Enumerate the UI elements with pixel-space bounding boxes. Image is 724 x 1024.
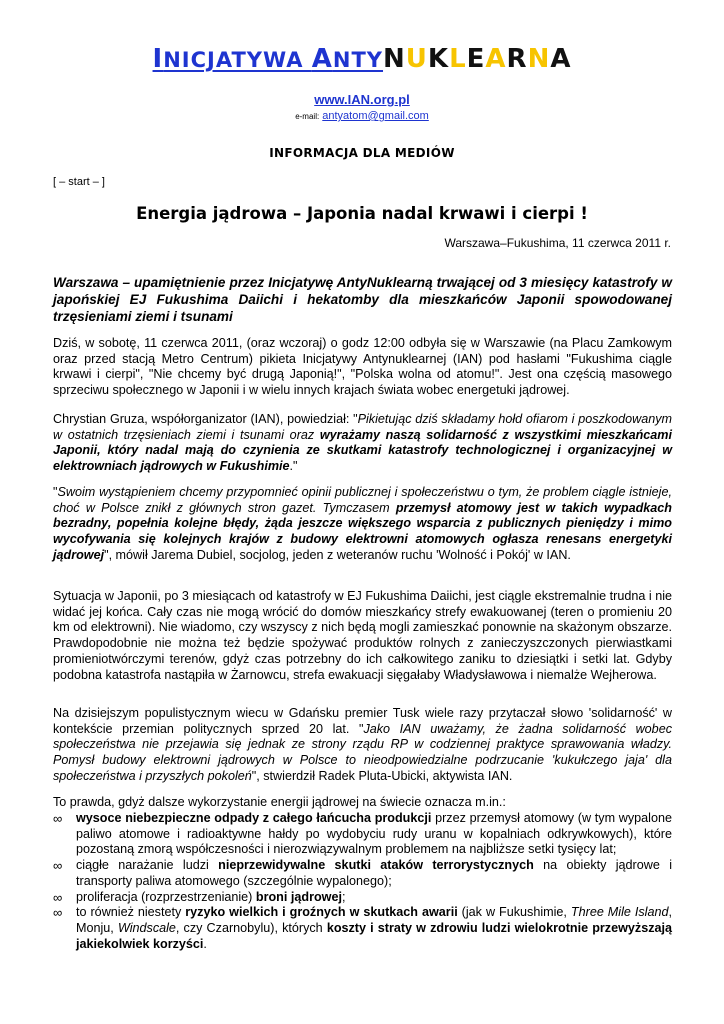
text-run: " bbox=[53, 485, 58, 499]
text-run: . bbox=[203, 936, 207, 951]
logo-letter: R bbox=[506, 44, 528, 74]
list-item bbox=[53, 858, 672, 889]
text-run: proliferacja (rozprzestrzenianie) bbox=[76, 889, 256, 904]
list-item bbox=[53, 890, 672, 906]
text-run: wysoce niebezpieczne odpady z całego łańcucha produkcji bbox=[76, 811, 432, 825]
logo-letter: N bbox=[527, 44, 551, 74]
email-label: e-mail: bbox=[295, 112, 320, 121]
quote-italic: Swoim wystąpieniem chcemy przypomnieć opinii publicznej i społeczeństwu o tym, że problem ciągle istnieje, choć w Polsce znikł z głównych stron gazet. Tymczasem bbox=[53, 485, 672, 515]
text-run: broni jądrowej bbox=[255, 889, 342, 904]
article-headline: Energia jądrowa – Japonia nadal krwawi i cierpi ! bbox=[136, 204, 588, 223]
logo-letter: K bbox=[427, 44, 450, 74]
dateline: Warszawa–Fukushima, 11 czerwca 2011 r. bbox=[444, 236, 671, 250]
text-run: koszty i straty w zdrowiu ludzi wielokrotnie przewyższają jakiekolwiek korzyści bbox=[76, 920, 673, 951]
quote-bold-italic: wyrażamy naszą solidarność z wszystkimi mieszkańcami Japonii, który nadal mają do czynienia ze skutkami katastrofy technologicznej i organizacyjnej w elektrowniach jądrowych w Fukushimie bbox=[53, 427, 672, 474]
infinity-bullet-icon: ∞ bbox=[53, 811, 63, 826]
media-info-heading: INFORMACJA DLA MEDIÓW bbox=[269, 146, 455, 160]
start-marker: [ – start – ] bbox=[53, 176, 105, 188]
logo-letter: L bbox=[449, 44, 467, 74]
text-run: Windscale bbox=[117, 920, 176, 935]
logo-letter: A bbox=[485, 44, 507, 74]
text-run: to również niestety bbox=[76, 905, 186, 920]
paragraph-5 bbox=[53, 706, 672, 785]
email-line bbox=[0, 110, 724, 122]
infinity-bullet-icon: ∞ bbox=[53, 905, 63, 921]
text-run: , czy Czarnobylu), których bbox=[175, 920, 327, 935]
infinity-bullet-icon: ∞ bbox=[53, 889, 63, 905]
quote-bold-italic: przemysł atomowy jest w takich wypadkach bezradny, popełnia kolejne błędy, żąda jeszcze większego wsparcia z publicznych pieniędzy i mimo wycofywania się kolejnych krajów z budowy elektrowni atomowych ogłasza renesans energetyki jądrowej bbox=[53, 500, 672, 562]
text-run: , Monju, bbox=[76, 905, 672, 935]
text-run: ; bbox=[341, 889, 346, 904]
website-link[interactable]: www.IAN.org.pl bbox=[314, 92, 410, 107]
text-run: przez przemysł atomowy (w tym wypalone paliwo atomowe i radioaktywne hałdy po wydobyciu rudy uranu w kopalniach odkrywkowych), które pozostaną zmorą współczesności i nierozwiązywalnym problemem na najbliższe setki tysięcy lat; bbox=[76, 811, 672, 857]
text-run: na obiekty jądrowe i transporty paliwa atomowego (szczególnie wypalonego); bbox=[76, 858, 672, 888]
text-run: Three Mile Island bbox=[570, 905, 669, 920]
list-item bbox=[53, 811, 672, 858]
logo-letter: U bbox=[405, 44, 428, 74]
lead-paragraph: Warszawa – upamiętnienie przez Inicjatywę AntyNuklearną trwającej od 3 miesięcy katastrofy w japońskiej EJ Fukushima Daiichi i hekatomby dla mieszkańców Japonii spowodowanej trzęsieniami ziemi i tsunami bbox=[53, 275, 672, 324]
logo-letter: I bbox=[152, 44, 164, 74]
logo-letter: N bbox=[383, 44, 406, 74]
text-run: ", mówił Jarema Dubiel, socjolog, jeden z weteranów ruchu 'Wolność i Pokój' w IAN. bbox=[104, 547, 571, 562]
list-item bbox=[53, 905, 672, 952]
logo-letter: A bbox=[311, 44, 333, 74]
paragraph-6: To prawda, gdyż dalsze wykorzystanie energii jądrowej na świecie oznacza m.in.: bbox=[53, 795, 506, 809]
text-run: (jak w Fukushimie, bbox=[457, 905, 571, 920]
paragraph-2 bbox=[53, 412, 672, 475]
text-run: ciągłe narażanie ludzi bbox=[76, 858, 219, 873]
infinity-bullet-icon: ∞ bbox=[53, 858, 63, 874]
paragraph-3 bbox=[53, 485, 672, 564]
logo-text: NICJATYWA bbox=[163, 48, 312, 72]
logo-text: NTY bbox=[332, 48, 384, 72]
consequences-list bbox=[53, 811, 672, 952]
text-run: ryzyko wielkich i groźnych w skutkach awarii bbox=[185, 905, 458, 920]
email-link[interactable]: antyatom@gmail.com bbox=[322, 110, 429, 122]
text-run: ." bbox=[289, 459, 298, 474]
quote-italic: Pikietując dziś składamy hołd ofiarom i poszkodowanym w ostatnich trzęsieniach ziemi i tsunami oraz bbox=[53, 412, 673, 442]
text-run: ", stwierdził Radek Pluta-Ubicki, aktywista IAN. bbox=[251, 768, 513, 783]
paragraph-4: Sytuacja w Japonii, po 3 miesiącach od katastrofy w EJ Fukushima Daiichi, jest ciągle ekstremalnie trudna i nie widać jej końca. Cały czas nie mogą wrócić do domów mieszkańcy strefy ewakuowanej (teren o promieniu 20 km od elektrowni). Nie wiadomo, czy wszyscy z nich będą mogli zamieszkać ponownie na skażonym obszarze. Prawdopodobnie nie można też będzie spożywać produktów rolnych z zanieczyszczonych pierwiastkami promieniotwórczymi terenów, gdyż czas potrzebny do ich całkowitego zaniku to dziesiątki i setki lat. Gdyby podobna katastrofa nastąpiła w Żarnowcu, strefa ewakuacji sięgałaby Władysławowa i niemalże Wejherowa. bbox=[53, 589, 672, 682]
paragraph-1: Dziś, w sobotę, 11 czerwca 2011, (oraz wczoraj) o godz 12:00 odbyła się w Warszawie (na Placu Zamkowym oraz przed stacją Metro Centrum) pikieta Inicjatywy Antynuklearnej (IAN) pod hasłami "Fukushima ciągle krwawi i cierpi", "Nie chcemy być drugą Japonią!", "Polska wolna od atomu!". Jest ona częścią masowego sprzeciwu społecznego w Japonii i w wielu innych krajach świata wobec energetuki jądrowej. bbox=[53, 336, 672, 398]
organization-logo bbox=[0, 44, 724, 74]
logo-letter: E bbox=[466, 44, 486, 74]
text-run: nieprzewidywalne skutki ataków terrorystycznych bbox=[218, 858, 534, 873]
logo-letter: A bbox=[550, 44, 572, 74]
quote-italic: Jako IAN uważamy, że żadna solidarność wobec społeczeństwa nie przejawia się jednak ze strony rządu RP w codziennej praktyce sprawowania władzy. Pomysł budowy elektrowni jądrowych w Polsce to nieodpowiedzialne podrzucanie 'kukułczego jaja' dla społeczeństwa i przyszłych pokoleń bbox=[53, 721, 672, 783]
text-run: Na dzisiejszym populistycznym wiecu w Gdańsku premier Tusk wiele razy przytaczał słowo 'solidarność' w kontekście przemian politycznych sprzed 20 lat. " bbox=[53, 706, 672, 736]
text-run: Chrystian Gruza, współorganizator (IAN), powiedział: " bbox=[53, 412, 358, 426]
